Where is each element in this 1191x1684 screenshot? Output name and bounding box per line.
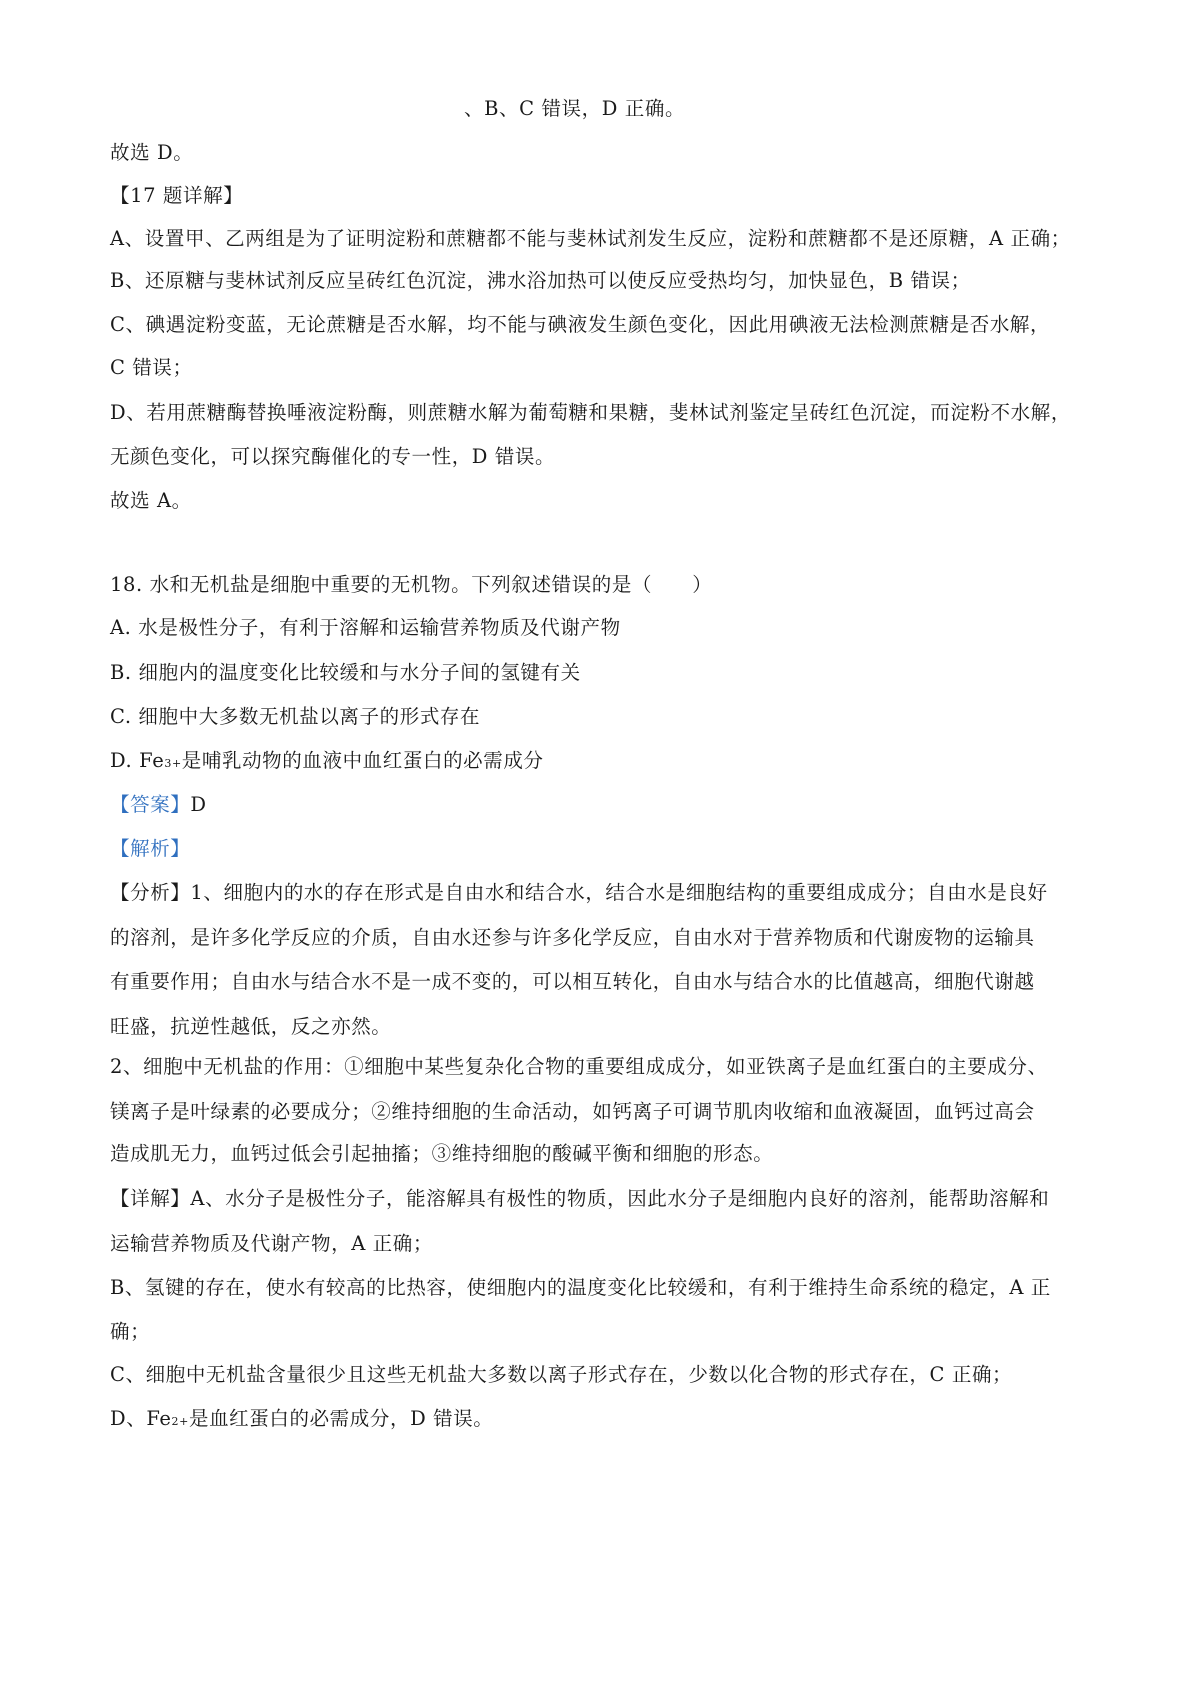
line-text: 是血红蛋白的必需成分，D 错误。	[188, 1407, 494, 1430]
answer-value: D	[190, 793, 207, 816]
ion-charge: 2+	[171, 1415, 189, 1428]
text-line: C、碘遇淀粉变蓝，无论蔗糖是否水解，均不能与碘液发生颜色变化，因此用碘液无法检测蔗糖是否水解，	[110, 313, 1051, 336]
answer-line	[110, 792, 207, 818]
option-a: A. 水是极性分子，有利于溶解和运输营养物质及代谢产物	[110, 616, 621, 639]
analysis-tag: 【解析】	[110, 837, 191, 860]
text-line: 2、细胞中无机盐的作用：①细胞中某些复杂化合物的重要组成成分，如亚铁离子是血红蛋白的主要成分、	[110, 1055, 1048, 1078]
text-line: A、设置甲、乙两组是为了证明淀粉和蔗糖都不能与斐林试剂发生反应，淀粉和蔗糖都不是还原糖，A 正确；	[110, 227, 1071, 250]
text-line: C、细胞中无机盐含量很少且这些无机盐大多数以离子形式存在，少数以化合物的形式存在，C 正确；	[110, 1363, 1013, 1386]
option-c: C. 细胞中大多数无机盐以离子的形式存在	[110, 705, 481, 728]
detail-text: A、水分子是极性分子，能溶解具有极性的物质，因此水分子是细胞内良好的溶剂，能帮助溶解和	[190, 1187, 1050, 1210]
text-line: 确；	[110, 1320, 151, 1343]
option-d	[110, 748, 544, 777]
line-prefix: D、Fe	[110, 1407, 172, 1430]
text-line: B、还原糖与斐林试剂反应呈砖红色沉淀，沸水浴加热可以使反应受热均匀，加快显色，B 错误；	[110, 269, 971, 292]
analysis-line	[110, 880, 1048, 906]
analysis-subtag: 【分析】	[110, 881, 191, 904]
text-line: 旺盛，抗逆性越低，反之亦然。	[110, 1015, 392, 1038]
text-line: 无颜色变化，可以探究酶催化的专一性，D 错误。	[110, 445, 556, 468]
text-line	[110, 1406, 493, 1435]
ion-charge: 3+	[164, 757, 182, 770]
text-line: D、若用蔗糖酶替换唾液淀粉酶，则蔗糖水解为葡萄糖和果糖，斐林试剂鉴定呈砖红色沉淀，而淀粉不水解，	[110, 401, 1071, 424]
text-line: 故选 A。	[110, 489, 192, 512]
text-line: 有重要作用；自由水与结合水不是一成不变的，可以相互转化，自由水与结合水的比值越高，细胞代谢越	[110, 970, 1035, 993]
text-line: 的溶剂，是许多化学反应的介质，自由水还参与许多化学反应，自由水对于营养物质和代谢废物的运输具	[110, 926, 1035, 949]
text-line: 、B、C 错误，D 正确。	[464, 97, 686, 120]
question-stem: 18. 水和无机盐是细胞中重要的无机物。下列叙述错误的是（ ）	[110, 573, 713, 596]
section-heading: 【17 题详解】	[110, 184, 244, 207]
text-line: 运输营养物质及代谢产物，A 正确；	[110, 1232, 433, 1255]
text-line: B、氢键的存在，使水有较高的比热容，使细胞内的温度变化比较缓和，有利于维持生命系统的稳定，A 正	[110, 1276, 1051, 1299]
answer-tag: 【答案】	[110, 793, 191, 816]
text-line: 镁离子是叶绿素的必要成分；②维持细胞的生命活动，如钙离子可调节肌肉收缩和血液凝固，血钙过高会	[110, 1100, 1035, 1123]
detail-subtag: 【详解】	[110, 1187, 191, 1210]
option-d-prefix: D. Fe	[110, 749, 165, 772]
option-d-text: 是哺乳动物的血液中血红蛋白的必需成分	[181, 749, 544, 772]
option-b: B. 细胞内的温度变化比较缓和与水分子间的氢键有关	[110, 661, 581, 684]
text-line: 故选 D。	[110, 141, 194, 164]
text-line: C 错误；	[110, 356, 193, 379]
analysis-text: 1、细胞内的水的存在形式是自由水和结合水，结合水是细胞结构的重要组成成分；自由水是良好	[190, 881, 1048, 904]
detail-line	[110, 1186, 1049, 1212]
text-line: 造成肌无力，血钙过低会引起抽搐；③维持细胞的酸碱平衡和细胞的形态。	[110, 1142, 774, 1165]
